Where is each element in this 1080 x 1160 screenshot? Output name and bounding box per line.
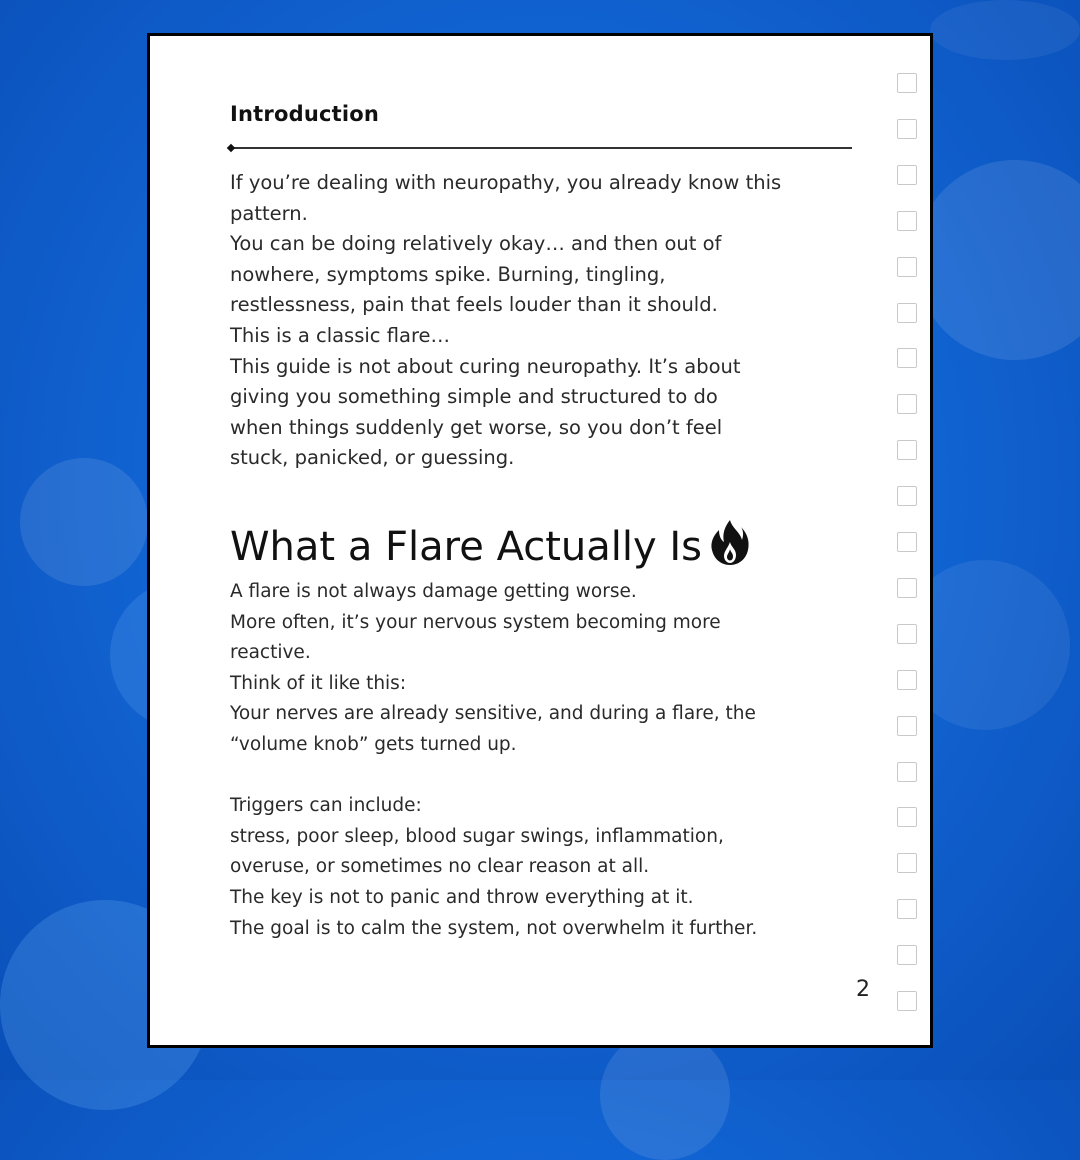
- checkbox[interactable]: [897, 532, 917, 552]
- paragraph-line: A flare is not always damage getting worse.: [230, 581, 637, 602]
- checkbox[interactable]: [897, 762, 917, 782]
- checkbox[interactable]: [897, 211, 917, 231]
- paragraph-line: restlessness, pain that feels louder than it should.: [230, 293, 718, 317]
- checkbox[interactable]: [897, 578, 917, 598]
- paragraph-line: More often, it’s your nervous system becoming more: [230, 611, 721, 633]
- paragraph-line: This guide is not about curing neuropathy. It’s about: [230, 354, 741, 378]
- checkbox[interactable]: [897, 899, 917, 919]
- paragraph-line: nowhere, symptoms spike. Burning, tingling,: [230, 262, 666, 286]
- page-number: 2: [856, 977, 870, 1002]
- introduction-body: [230, 168, 860, 474]
- fire-icon: [710, 518, 750, 579]
- background-bokeh: [915, 160, 1080, 360]
- paragraph-line: The key is not to panic and throw everything at it.: [230, 886, 694, 908]
- paragraph-line: Triggers can include:: [230, 795, 422, 817]
- checkbox[interactable]: [897, 303, 917, 323]
- checkbox[interactable]: [897, 670, 917, 690]
- checkbox[interactable]: [897, 945, 917, 965]
- document-page: [147, 33, 933, 1048]
- checkbox[interactable]: [897, 624, 917, 644]
- paragraph-line: overuse, or sometimes no clear reason at all.: [230, 856, 650, 878]
- paragraph-line: The goal is to calm the system, not overwhelm it further.: [230, 917, 758, 939]
- paragraph-line: stuck, panicked, or guessing.: [230, 446, 515, 470]
- section-heading: [230, 518, 750, 579]
- checkbox[interactable]: [897, 165, 917, 185]
- checkbox[interactable]: [897, 257, 917, 277]
- paragraph-line: stress, poor sleep, blood sugar swings, inflammation,: [230, 825, 724, 847]
- checkbox[interactable]: [897, 853, 917, 873]
- checkbox[interactable]: [897, 440, 917, 460]
- background-bokeh: [20, 458, 148, 586]
- paragraph-line: pattern.: [230, 201, 308, 225]
- checkbox[interactable]: [897, 394, 917, 414]
- divider-diamond-icon: [227, 144, 235, 152]
- checkbox[interactable]: [897, 119, 917, 139]
- background-bokeh: [600, 1030, 730, 1160]
- paragraph-spacer: [230, 761, 860, 792]
- paragraph-line: This is a classic flare…: [230, 323, 451, 347]
- paragraph-line: You can be doing relatively okay… and then out of: [230, 232, 722, 256]
- section-heading-text: What a Flare Actually Is: [230, 524, 703, 570]
- paragraph-line: reactive.: [230, 642, 311, 664]
- checkbox[interactable]: [897, 716, 917, 736]
- background-bokeh: [930, 0, 1080, 60]
- paragraph-line: If you’re dealing with neuropathy, you already know this: [230, 171, 782, 194]
- paragraph-line: Think of it like this:: [230, 672, 407, 694]
- checkbox[interactable]: [897, 991, 917, 1011]
- paragraph-line: giving you something simple and structured to do: [230, 385, 718, 409]
- introduction-heading: Introduction: [230, 102, 380, 126]
- heading-divider: [230, 147, 852, 149]
- checkbox[interactable]: [897, 486, 917, 506]
- checkbox[interactable]: [897, 73, 917, 93]
- paragraph-line: “volume knob” gets turned up.: [230, 733, 517, 755]
- checkbox[interactable]: [897, 807, 917, 827]
- paragraph-line: Your nerves are already sensitive, and during a flare, the: [230, 703, 756, 725]
- checkbox[interactable]: [897, 348, 917, 368]
- paragraph-line: when things suddenly get worse, so you don’t feel: [230, 415, 723, 439]
- section-body: [230, 577, 860, 944]
